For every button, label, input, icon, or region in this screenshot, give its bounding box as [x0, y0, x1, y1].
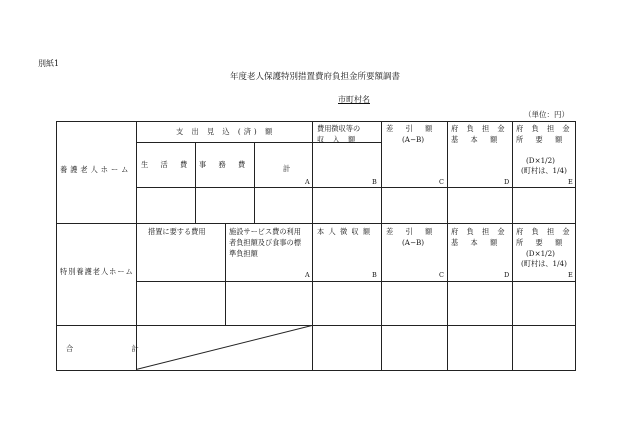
base-header-1-s1: 府 負 担 金: [451, 124, 508, 133]
req-header-3-s1: (D×1/2): [526, 156, 555, 165]
diff-header-2-s1: (A−B): [402, 135, 425, 144]
req-header-4-s2: (町村は、1/4): [521, 259, 567, 268]
measure-cost-label: 措置に要する費用: [148, 227, 206, 236]
document-title: 年度老人保護特別措置費府負担金所要額調書: [229, 72, 400, 82]
letter-a-s1: A: [305, 178, 310, 186]
fee-header-1: 費用徴収等の: [317, 124, 361, 133]
facility-header-1: 施設サービス費の利用: [229, 227, 301, 236]
diff-header-2-s2: (A−B): [402, 238, 425, 247]
row-label-yougo: 養護老人ホーム: [60, 165, 132, 174]
attachment-label: 別紙1: [38, 59, 60, 68]
letter-d-s1: D: [504, 178, 510, 186]
diff-header-1-s1: 差 引 額: [386, 124, 438, 133]
letter-e-s2: E: [568, 271, 573, 279]
facility-header-3: 準負担額: [229, 249, 258, 258]
base-header-2-s2: 基 本 額: [451, 238, 503, 247]
grand-total-label: 合 計: [66, 344, 167, 353]
letter-e-s1: E: [568, 178, 573, 186]
req-header-2-s2: 所 要 額: [516, 238, 568, 247]
admin-expense-label: 事 務 費: [199, 160, 251, 169]
expense-header: 支 出 見 込 (済) 額: [176, 127, 276, 136]
letter-b-s1: B: [372, 178, 377, 186]
self-pay-header: 本 人 徴 収 額: [317, 227, 372, 236]
facility-header-2: 者負担額及び食事の標: [229, 238, 301, 247]
unit-label: （単位：円）: [524, 110, 569, 119]
city-name-label: 市町村名: [338, 95, 370, 104]
req-header-2-s1: 所 要 額: [516, 135, 568, 144]
living-expense-label: 生 活 費: [141, 160, 193, 169]
req-header-1-s1: 府 負 担 金: [516, 124, 573, 133]
letter-b-s2: B: [372, 271, 377, 279]
base-header-1-s2: 府 負 担 金: [451, 227, 508, 236]
total-label-s1: 計: [283, 164, 291, 173]
fee-header-2: 収 入 額: [317, 135, 359, 144]
letter-c-s1: C: [439, 178, 444, 186]
letter-c-s2: C: [439, 271, 444, 279]
letter-a-s2: A: [305, 271, 310, 279]
base-header-2-s1: 基 本 額: [451, 135, 503, 144]
req-header-1-s2: 府 負 担 金: [516, 227, 573, 236]
req-header-4-s1: (町村は、1/4): [521, 166, 567, 175]
letter-d-s2: D: [504, 271, 510, 279]
diff-header-1-s2: 差 引 額: [386, 227, 438, 236]
row-label-tokuyou: 特別養護老人ホーム: [60, 267, 134, 276]
req-header-3-s2: (D×1/2): [526, 249, 555, 258]
